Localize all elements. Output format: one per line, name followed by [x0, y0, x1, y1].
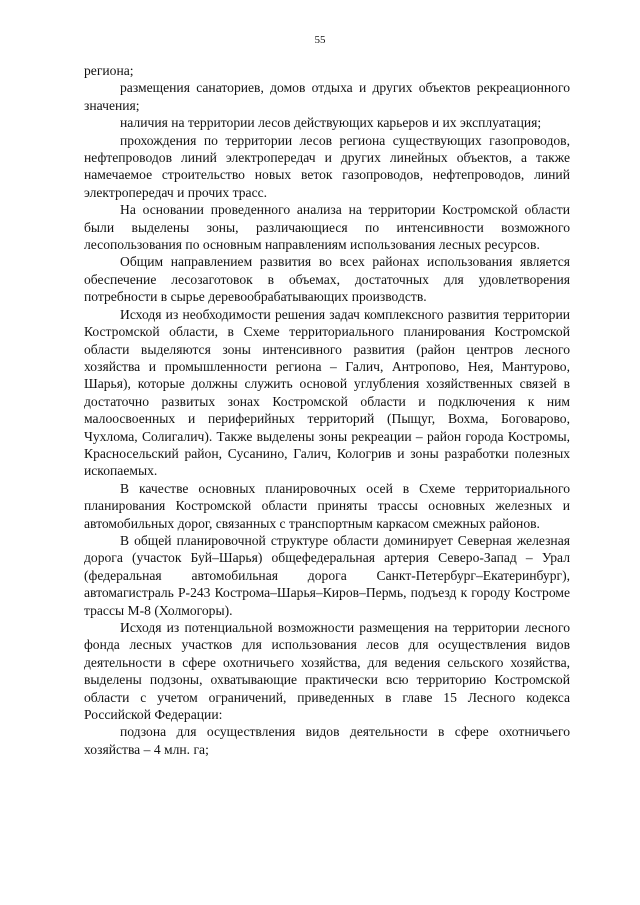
paragraph: Исходя из необходимости решения задач комплексного развития территории Костромской области, в Схеме территориального планирования Костромской области выделяются зоны интенсивного развития (район центров лесного хозяйства и промышленности региона – Галич, Антропово, Нея, Мантурово, Шарья), которые должны служить основой углубления хозяйственных связей в достаточно развитых зонах Костромской области и подключения к ним малоосвоенных и периферийных территорий (Пыщуг, Вохма, Боговарово, Чухлома, Солигалич). Также выделены зоны рекреации – район города Костромы, Красносельский район, Сусанино, Галич, Кологрив и зоны разработки полезных ископаемых.: [84, 306, 570, 479]
paragraph: наличия на территории лесов действующих карьеров и их эксплуатация;: [120, 115, 542, 131]
paragraph: В качестве основных планировочных осей в Схеме территориального планирования Костромской области приняты трассы основных железных и автомобильных дорог, связанных с транспортным каркасом смежных районов.: [84, 480, 570, 531]
paragraph: Общим направлением развития во всех районах использования является обеспечение лесозаготовок в объемах, достаточных для удовлетворения потребности в сырье деревообрабатывающих производств.: [84, 254, 570, 305]
paragraph: На основании проведенного анализа на территории Костромской области были выделены зоны, различающиеся по интенсивности возможного лесопользования по основным направлениям использования лесных ресурсов.: [84, 202, 570, 253]
paragraph: Исходя из потенциальной возможности размещения на территории лесного фонда лесных участков для использования лесов для осуществления видов деятельности в сфере охотничьего хозяйства, для ведения сельского хозяйства, выделены подзоны, охватывающие практически всю территорию Костромской области с учетом ограничений, приведенных в главе 15 Лесного кодекса Российской Федерации:: [84, 620, 570, 723]
paragraph: В общей планировочной структуре области доминирует Северная железная дорога (участок Буй–Шарья) общефедеральная артерия Северо-Запад – Урал (федеральная автомобильная дорога Санкт-Петербург–Екатеринбург), автомагистраль Р-243 Кострома–Шарья–Киров–Пермь, подъезд к городу Костроме трассы М-8 (Холмогоры).: [84, 532, 570, 618]
paragraph: региона;: [84, 63, 134, 78]
paragraph: размещения санаториев, домов отдыха и других объектов рекреационного значения;: [84, 80, 570, 113]
document-body: [84, 62, 570, 758]
paragraph: подзона для осуществления видов деятельности в сфере охотничьего хозяйства – 4 млн. га;: [84, 724, 570, 757]
paragraph: прохождения по территории лесов региона существующих газопроводов, нефтепроводов линий электропередач и других линейных объектов, а также намечаемое строительство новых веток газопроводов, нефтепроводов, линий электропередач и прочих трасс.: [84, 132, 570, 200]
page-number: 55: [314, 34, 326, 46]
